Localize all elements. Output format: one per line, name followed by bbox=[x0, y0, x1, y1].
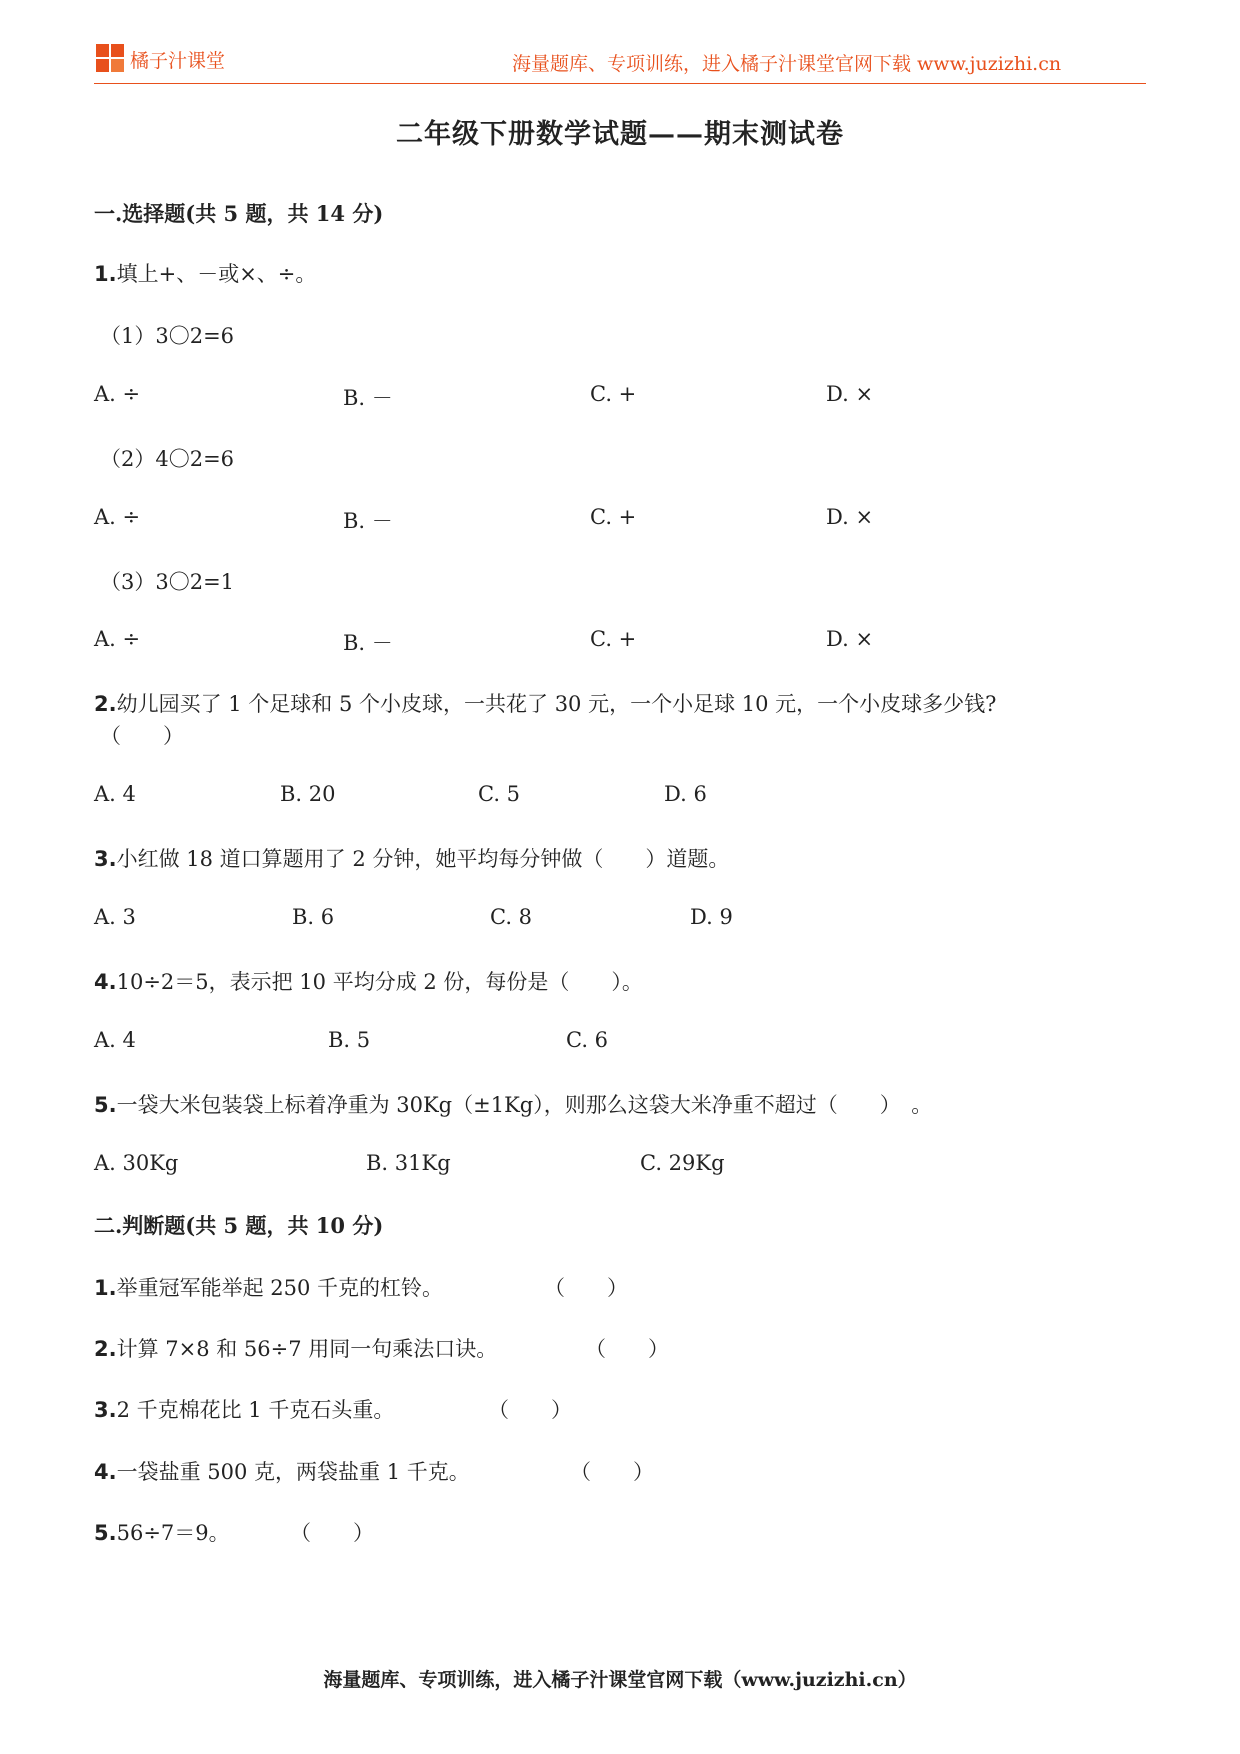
answer-blank: （ ） bbox=[570, 1460, 654, 1484]
question-number: 4. bbox=[94, 1460, 117, 1484]
question-text: 一袋大米包装袋上标着净重为 30Kg（±1Kg），则那么这袋大米净重不超过（ ） 。 bbox=[116, 1093, 933, 1117]
judge-item-3 bbox=[94, 1394, 394, 1424]
question-text: 56÷7＝9。 bbox=[116, 1521, 230, 1545]
question-number: 5. bbox=[94, 1093, 117, 1117]
question-text: 填上+、－或×、÷。 bbox=[116, 262, 317, 286]
page-footer: 海量题库、专项训练，进入橘子汁课堂官网下载（www.juzizhi.cn） bbox=[323, 1669, 917, 1691]
option-d: D. × bbox=[826, 627, 874, 651]
option-b: B. － bbox=[343, 631, 393, 655]
question-text: 幼儿园买了 1 个足球和 5 个小皮球，一共花了 30 元，一个小足球 10 元，一个小皮球多少钱? bbox=[116, 692, 997, 716]
header-divider bbox=[94, 83, 1146, 84]
option-b: B. － bbox=[343, 386, 393, 410]
option-d: D. 9 bbox=[690, 905, 733, 929]
option-c: C. 6 bbox=[566, 1028, 609, 1052]
option-b: B. 31Kg bbox=[366, 1151, 451, 1175]
logo-text: 橘子汁课堂 bbox=[130, 50, 226, 72]
option-a: A. ÷ bbox=[94, 627, 141, 651]
sub-question-3: （3）3〇2=1 bbox=[100, 570, 235, 594]
option-b: B. 5 bbox=[328, 1028, 371, 1052]
option-c: C. + bbox=[590, 505, 637, 529]
question-3 bbox=[94, 843, 729, 873]
option-c: C. 5 bbox=[478, 782, 521, 806]
question-text: 2 千克棉花比 1 千克石头重。 bbox=[116, 1398, 395, 1422]
question-text: 计算 7×8 和 56÷7 用同一句乘法口诀。 bbox=[116, 1337, 498, 1361]
option-c: C. + bbox=[590, 627, 637, 651]
header-slogan: 海量题库、专项训练，进入橘子汁课堂官网下载 www.juzizhi.cn bbox=[512, 53, 1062, 75]
judge-item-1 bbox=[94, 1272, 443, 1302]
question-number: 3. bbox=[94, 847, 117, 871]
option-c: C. + bbox=[590, 382, 637, 406]
judge-item-4 bbox=[94, 1456, 470, 1486]
option-a: A. ÷ bbox=[94, 505, 141, 529]
option-a: A. 4 bbox=[94, 1028, 136, 1052]
question-text: 10÷2＝5，表示把 10 平均分成 2 份，每份是（ ）。 bbox=[116, 970, 643, 994]
question-number: 5. bbox=[94, 1521, 117, 1545]
answer-blank: （ ） bbox=[290, 1521, 374, 1545]
judge-item-5 bbox=[94, 1517, 230, 1547]
question-number: 2. bbox=[94, 692, 117, 716]
question-text: 小红做 18 道口算题用了 2 分钟，她平均每分钟做（ ）道题。 bbox=[116, 847, 730, 871]
page-title: 二年级下册数学试题——期末测试卷 bbox=[396, 119, 844, 150]
answer-blank: （ ） bbox=[100, 724, 184, 748]
question-2 bbox=[94, 688, 996, 718]
question-number: 1. bbox=[94, 262, 117, 286]
question-text: 一袋盐重 500 克，两袋盐重 1 千克。 bbox=[116, 1460, 470, 1484]
question-number: 1. bbox=[94, 1276, 117, 1300]
option-a: A. 3 bbox=[94, 905, 136, 929]
question-1 bbox=[94, 258, 316, 288]
question-4 bbox=[94, 966, 643, 996]
question-5 bbox=[94, 1089, 932, 1119]
option-d: D. × bbox=[826, 382, 874, 406]
option-a: A. 30Kg bbox=[94, 1151, 179, 1175]
sub-question-1: （1）3〇2=6 bbox=[100, 324, 235, 348]
answer-blank: （ ） bbox=[488, 1398, 572, 1422]
answer-blank: （ ） bbox=[585, 1337, 669, 1361]
section-heading-judge: 二.判断题(共 5 题，共 10 分) bbox=[94, 1213, 384, 1238]
logo-icon bbox=[96, 44, 124, 72]
option-d: D. × bbox=[826, 505, 874, 529]
question-number: 2. bbox=[94, 1337, 117, 1361]
option-d: D. 6 bbox=[664, 782, 707, 806]
answer-blank: （ ） bbox=[544, 1276, 628, 1300]
option-b: B. 20 bbox=[280, 782, 336, 806]
question-number: 4. bbox=[94, 970, 117, 994]
option-c: C. 8 bbox=[490, 905, 533, 929]
option-c: C. 29Kg bbox=[640, 1151, 725, 1175]
option-a: A. ÷ bbox=[94, 382, 141, 406]
option-b: B. 6 bbox=[292, 905, 335, 929]
question-number: 3. bbox=[94, 1398, 117, 1422]
section-heading-choice: 一.选择题(共 5 题，共 14 分) bbox=[94, 201, 384, 226]
judge-item-2 bbox=[94, 1333, 497, 1363]
sub-question-2: （2）4〇2=6 bbox=[100, 447, 235, 471]
option-a: A. 4 bbox=[94, 782, 136, 806]
option-b: B. － bbox=[343, 509, 393, 533]
question-text: 举重冠军能举起 250 千克的杠铃。 bbox=[116, 1276, 444, 1300]
